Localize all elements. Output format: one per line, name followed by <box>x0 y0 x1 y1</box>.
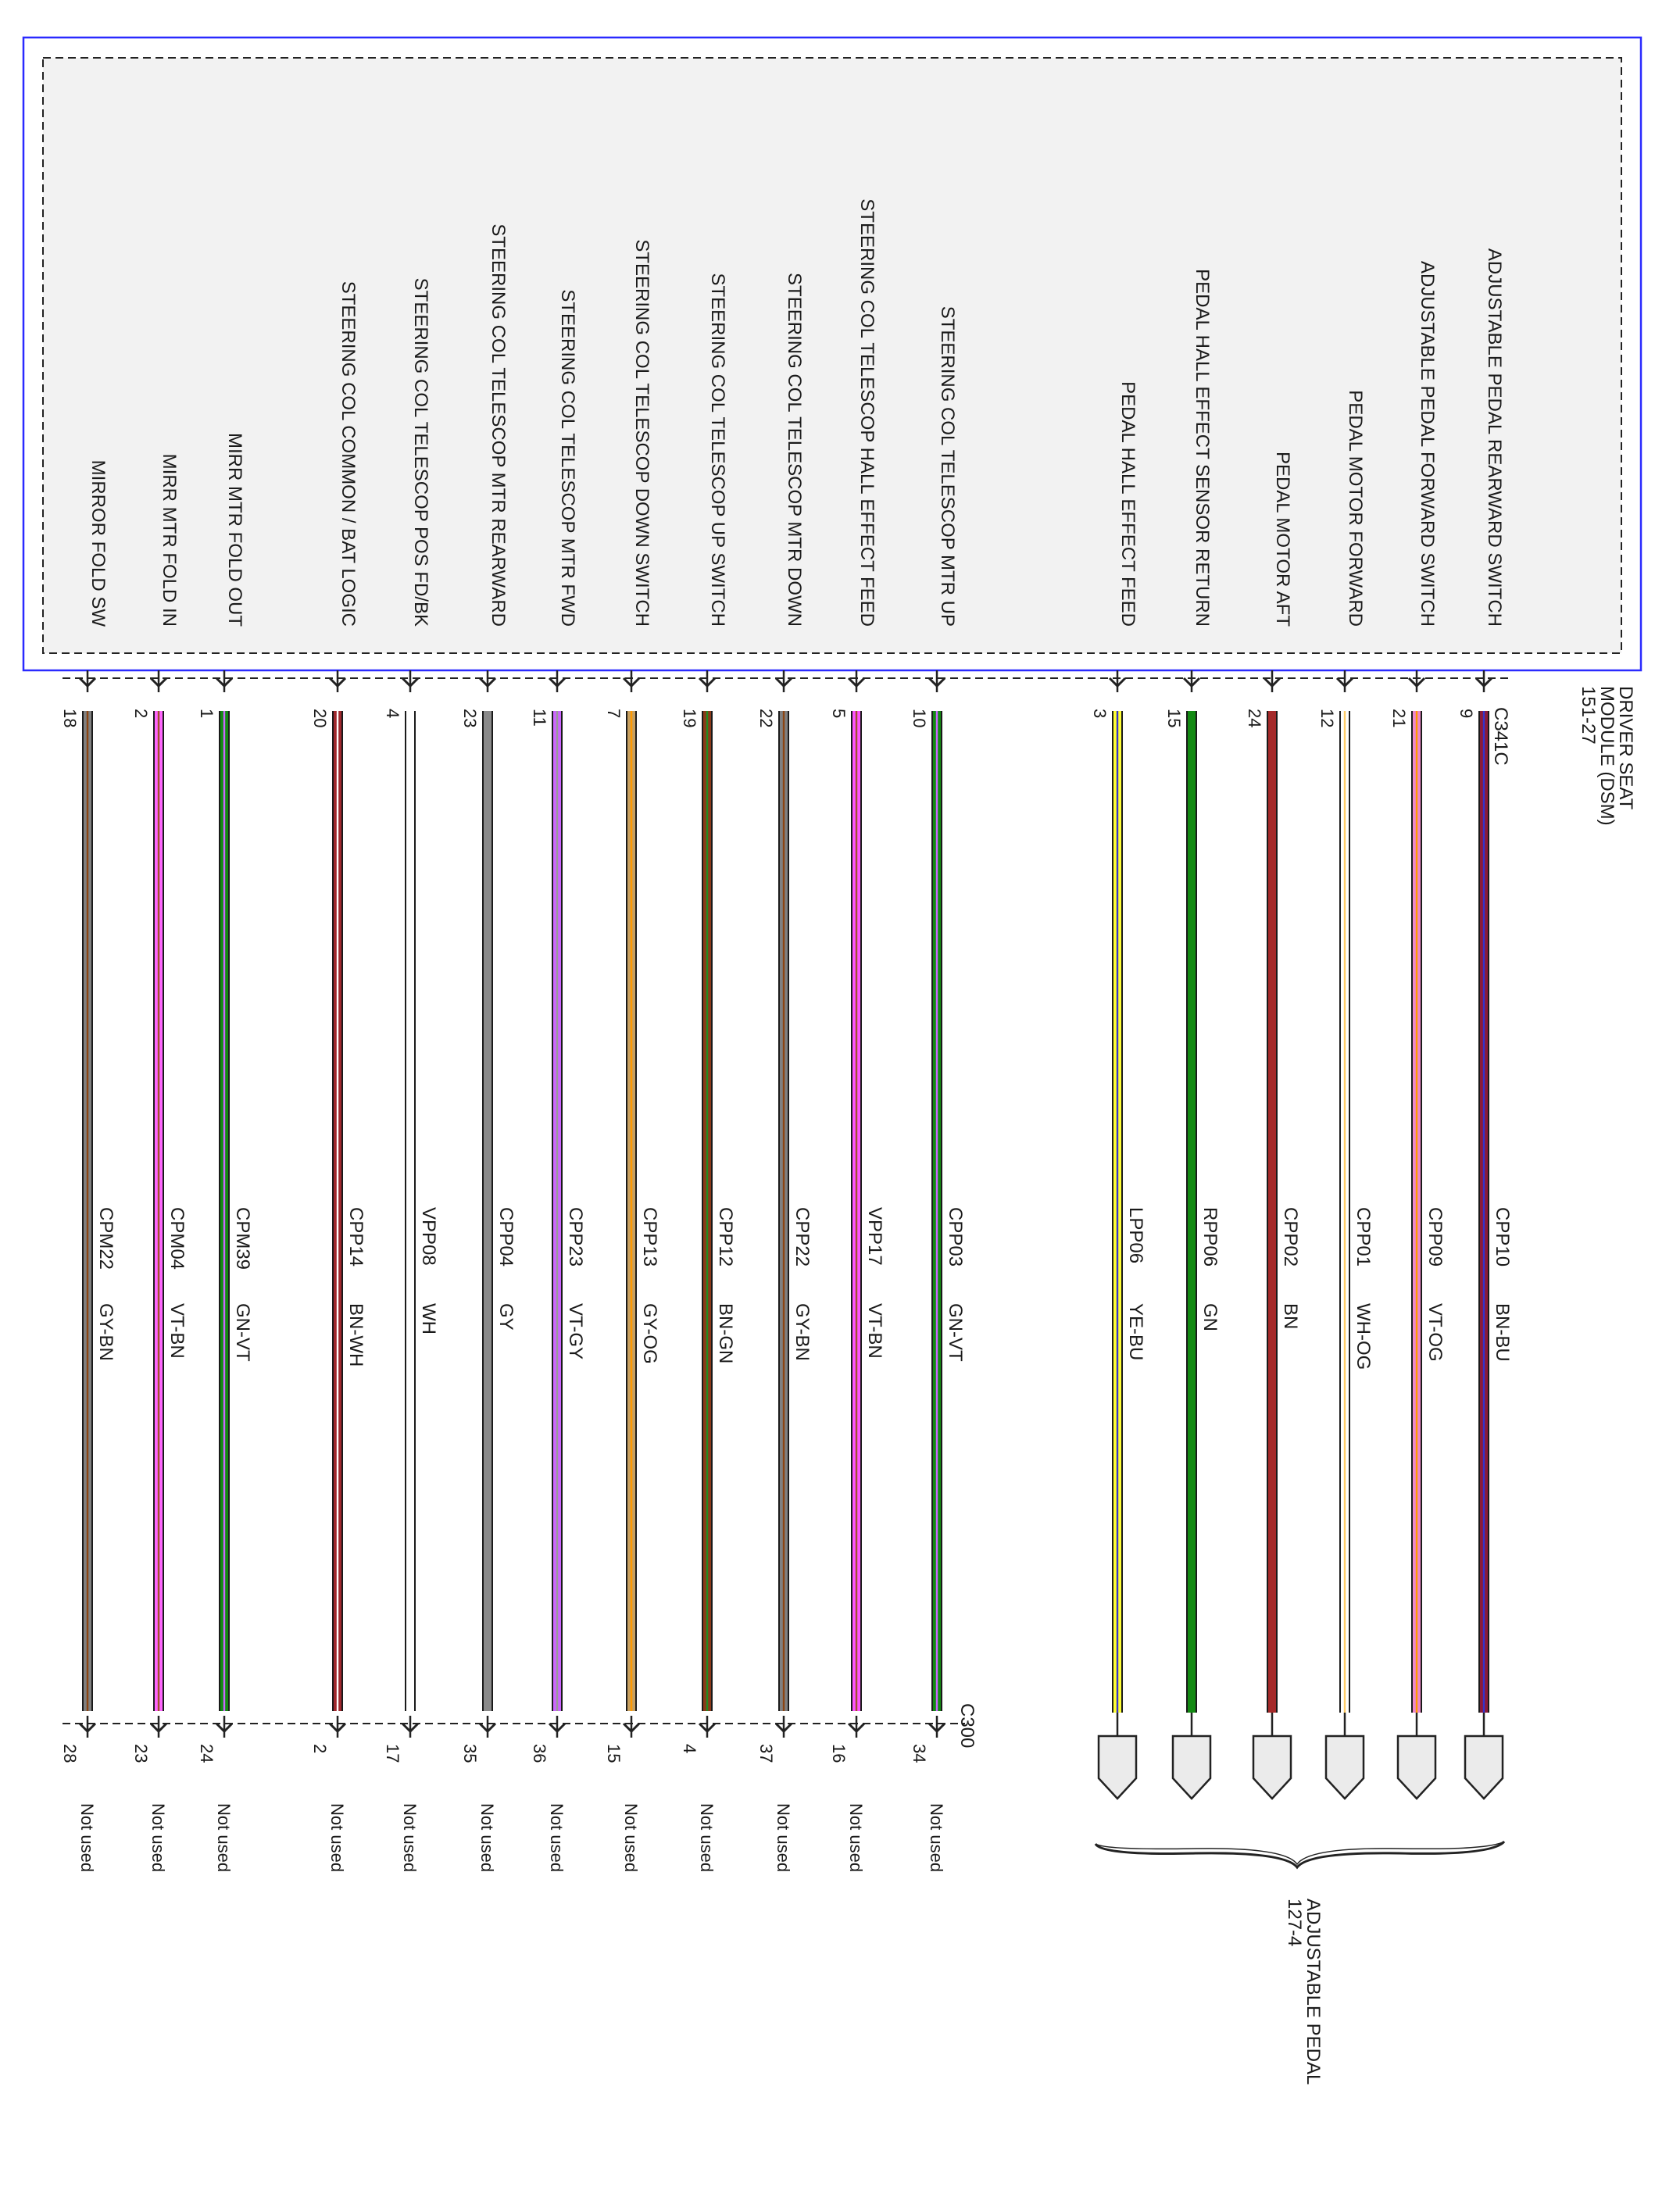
module-pin-number: 7 <box>604 709 624 719</box>
wire-stripe <box>556 711 558 1711</box>
far-end-label: Not used <box>214 1803 234 1873</box>
signal-label: ADJUSTABLE PEDAL FORWARD SWITCH <box>1417 260 1438 627</box>
circuit-id-label: CPP23 <box>565 1207 586 1267</box>
c300-pin-number: 2 <box>310 1744 330 1754</box>
far-end-label: Not used <box>621 1803 641 1873</box>
far-end-label: Not used <box>400 1803 420 1873</box>
wire-color-code-label: VT-BN <box>166 1303 188 1359</box>
c300-pin-number: 28 <box>60 1744 80 1763</box>
module-pin-number: 19 <box>680 709 699 728</box>
wire-color-code-label: BN-BU <box>1492 1303 1513 1362</box>
wire-color-code-label: GY-BN <box>95 1303 116 1361</box>
pedal-connector-name-line-2: 127-4 <box>1284 1899 1305 1947</box>
pedal-terminal <box>1173 1736 1210 1799</box>
wire-stripe <box>706 711 708 1711</box>
c300-pin-number: 36 <box>530 1744 549 1763</box>
module-pin-number: 10 <box>910 709 929 728</box>
pedal-connector-label <box>1284 1899 1324 2085</box>
module-connector-label: C341C <box>1490 707 1511 766</box>
module-pin-number: 24 <box>1245 709 1264 728</box>
circuit-id-label: CPP14 <box>345 1207 366 1267</box>
signal-label: STEERING COL TELESCOP MTR UP <box>937 305 958 627</box>
wire-color-code-label: WH <box>418 1303 439 1334</box>
module-pin-number: 5 <box>829 709 849 719</box>
wire-color-code-label: VT-BN <box>864 1303 885 1359</box>
wire-color-code-label: BN-GN <box>715 1303 736 1364</box>
far-end-label: Not used <box>774 1803 793 1873</box>
signal-label: STEERING COL TELESCOP MTR FWD <box>557 289 578 627</box>
c300-pin-number: 4 <box>680 1744 699 1754</box>
circuit-id-label: LPP06 <box>1125 1207 1146 1264</box>
wire-color-code-label: VT-GY <box>565 1303 586 1360</box>
wire-stripe <box>158 711 159 1711</box>
pedal-terminal <box>1398 1736 1435 1799</box>
module-pin-number: 15 <box>1164 709 1184 728</box>
c300-pin-number: 16 <box>829 1744 849 1763</box>
far-end-label: Not used <box>477 1803 497 1873</box>
wire-body <box>484 711 491 1711</box>
signal-label: STEERING COL TELESCOP UP SWITCH <box>707 273 728 627</box>
signal-label: PEDAL MOTOR AFT <box>1272 451 1293 627</box>
wire-body <box>1188 711 1196 1713</box>
signal-label: PEDAL MOTOR FORWARD <box>1345 390 1366 627</box>
wire-stripe <box>936 711 938 1711</box>
wire-body <box>1268 711 1276 1713</box>
circuit-id-label: CPP13 <box>639 1207 660 1267</box>
circuit-id-label: CPP04 <box>495 1207 517 1267</box>
circuit-id-label: CPP03 <box>945 1207 966 1267</box>
module-pin-number: 12 <box>1317 709 1337 728</box>
wire-color-code-label: GN-VT <box>945 1303 966 1362</box>
wire-color-code-label: GY-OG <box>639 1303 660 1364</box>
module-pin-number: 21 <box>1389 709 1409 728</box>
pedal-terminal <box>1326 1736 1364 1799</box>
module-name-line-3: 151-27 <box>1578 686 1599 745</box>
signal-label: ADJUSTABLE PEDAL REARWARD SWITCH <box>1484 248 1505 627</box>
circuit-id-label: CPP02 <box>1280 1207 1301 1267</box>
far-end-label: Not used <box>327 1803 347 1873</box>
wire-color-code-label: WH-OG <box>1353 1303 1374 1370</box>
circuit-id-label: CPP10 <box>1492 1207 1513 1267</box>
wire-stripe <box>1344 711 1346 1713</box>
pedal-connector-name-line-1: ADJUSTABLE PEDAL <box>1303 1899 1324 2085</box>
module-name-line-2: MODULE (DSM) <box>1596 686 1617 826</box>
wire-stripe <box>631 711 632 1711</box>
wire-stripe <box>783 711 785 1711</box>
wire-stripe <box>337 711 338 1711</box>
module-name-line-1: DRIVER SEAT <box>1615 686 1636 810</box>
signal-label: STEERING COL TELESCOP MTR REARWARD <box>488 223 509 627</box>
wire-stripe <box>223 711 225 1711</box>
module-pin-number: 20 <box>310 709 330 728</box>
wire-color-code-label: VT-OG <box>1424 1303 1446 1362</box>
module-pin-number: 23 <box>460 709 480 728</box>
wire-stripe <box>1117 711 1118 1713</box>
module-label <box>1578 686 1636 826</box>
wire-stripe <box>87 711 88 1711</box>
pedal-terminal <box>1253 1736 1291 1799</box>
circuit-id-label: RPP06 <box>1199 1207 1221 1267</box>
wire-color-code-label: GY-BN <box>792 1303 813 1361</box>
wire-color-code-label: GN-VT <box>232 1303 253 1362</box>
far-end-label: Not used <box>77 1803 97 1873</box>
module-pin-number: 3 <box>1090 709 1110 719</box>
circuit-id-label: CPP09 <box>1424 1207 1446 1267</box>
signal-label: MIRR MTR FOLD IN <box>159 453 180 627</box>
wire-color-code-label: BN-WH <box>345 1303 366 1367</box>
circuit-id-label: VPP17 <box>864 1207 885 1266</box>
c300-pin-number: 24 <box>197 1744 216 1763</box>
far-end-label: Not used <box>547 1803 567 1873</box>
module-pin-number: 11 <box>530 709 549 727</box>
signal-label: MIRROR FOLD SW <box>88 459 109 627</box>
wire-color-code-label: GN <box>1199 1303 1221 1331</box>
signal-label: STEERING COL TELESCOP POS FD/BK <box>410 277 431 627</box>
wire-stripe <box>1416 711 1417 1713</box>
circuit-id-label: CPP22 <box>792 1207 813 1267</box>
pedal-brace <box>1096 1842 1504 1867</box>
c300-pin-number: 15 <box>604 1744 624 1763</box>
signal-label: PEDAL HALL EFFECT SENSOR RETURN <box>1192 269 1213 627</box>
far-end-label: Not used <box>846 1803 866 1873</box>
signal-label: STEERING COL TELESCOP HALL EFFECT FEED <box>856 198 878 627</box>
c300-connector-label: C300 <box>956 1703 978 1749</box>
module-pin-number: 18 <box>60 709 80 728</box>
circuit-id-label: CPM39 <box>232 1207 253 1270</box>
wire-stripe <box>1483 711 1485 1713</box>
signal-label: MIRR MTR FOLD OUT <box>224 433 245 627</box>
wire-stripe <box>856 711 857 1711</box>
c300-pin-number: 37 <box>756 1744 776 1763</box>
module-pin-number: 1 <box>197 709 216 719</box>
wire-body <box>406 711 414 1711</box>
pedal-terminal <box>1099 1736 1136 1799</box>
module-pin-number: 4 <box>383 709 402 719</box>
c300-pin-number: 17 <box>383 1744 402 1763</box>
far-end-label: Not used <box>927 1803 946 1873</box>
circuit-id-label: CPM22 <box>95 1207 116 1270</box>
wire-color-code-label: GY <box>495 1303 517 1331</box>
signal-label: STEERING COL TELESCOP MTR DOWN <box>784 273 805 627</box>
signal-label: STEERING COL COMMON / BAT LOGIC <box>338 280 359 627</box>
far-end-label: Not used <box>697 1803 717 1873</box>
wire-color-code-label: BN <box>1280 1303 1301 1330</box>
module-inner-box <box>43 58 1621 653</box>
c300-pin-number: 23 <box>131 1744 151 1763</box>
module-pin-number: 9 <box>1457 709 1476 719</box>
c300-pin-number: 34 <box>910 1744 929 1763</box>
signal-label: STEERING COL TELESCOP DOWN SWITCH <box>631 239 652 627</box>
module-pin-number: 2 <box>131 709 151 719</box>
far-end-label: Not used <box>148 1803 168 1873</box>
circuit-id-label: CPP12 <box>715 1207 736 1267</box>
circuit-id-label: CPP01 <box>1353 1207 1374 1267</box>
circuit-id-label: VPP08 <box>418 1207 439 1266</box>
circuit-id-label: CPM04 <box>166 1207 188 1270</box>
signal-label: PEDAL HALL EFFECT FEED <box>1117 381 1138 627</box>
pedal-terminal <box>1465 1736 1503 1799</box>
module-pin-number: 22 <box>756 709 776 728</box>
wire-color-code-label: YE-BU <box>1125 1303 1146 1361</box>
c300-pin-number: 35 <box>460 1744 480 1763</box>
